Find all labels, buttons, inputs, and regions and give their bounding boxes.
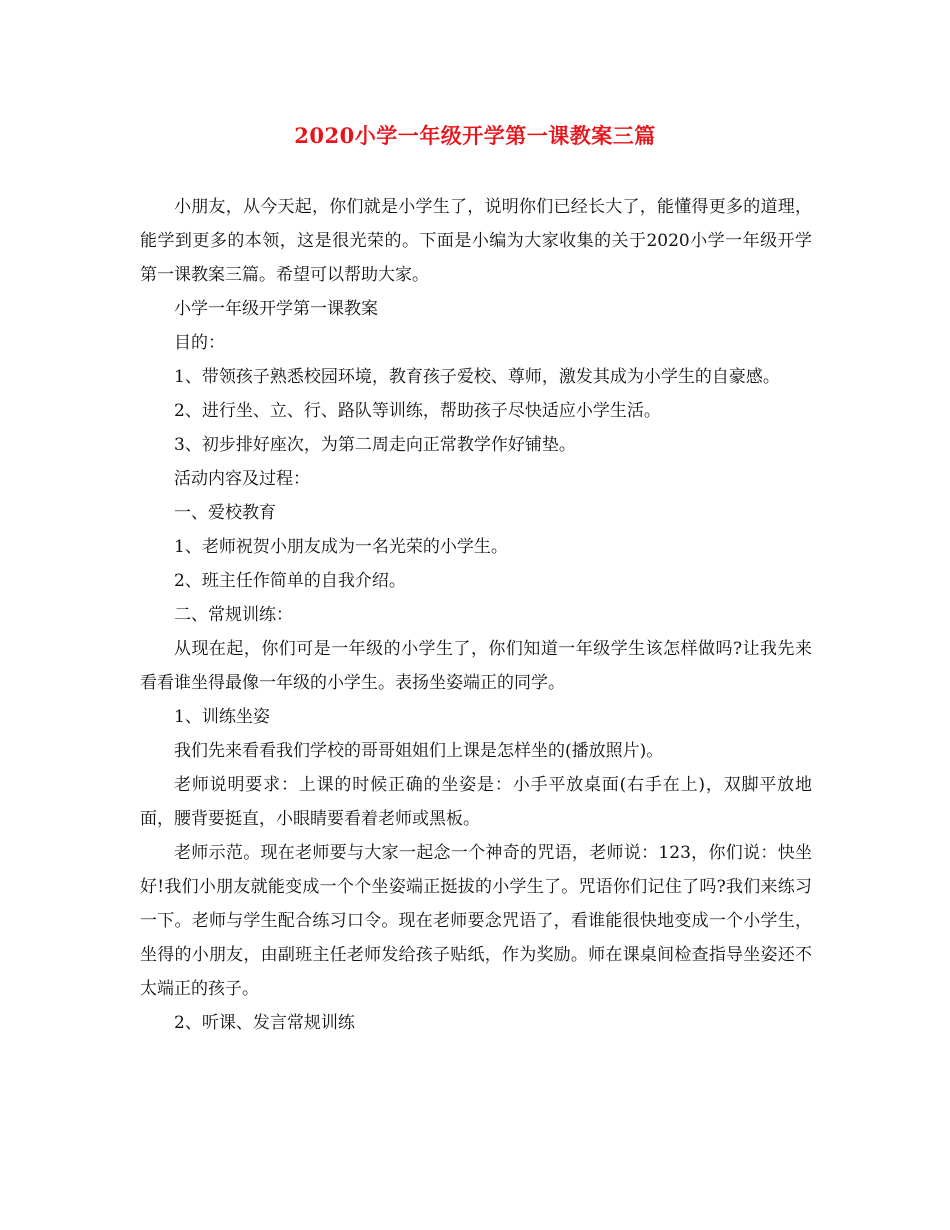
paragraph-purpose-heading: 目的： [174,333,225,353]
document-body [140,190,812,1040]
paragraph-section-1: 一、爱校教育 [174,503,276,523]
paragraph-lesson-heading: 小学一年级开学第一课教案 [174,299,378,319]
paragraph-activity-heading: 活动内容及过程： [174,469,310,489]
paragraph-section-2-intro: 从现在起，你们可是一年级的小学生了，你们知道一年级学生该怎样做吗?让我先来看看谁坐得最像一年级的小学生。表扬坐姿端正的同学。 [140,639,812,693]
document-title: 2020小学一年级开学第一课教案三篇 [294,123,656,148]
paragraph-section-1-item-2: 2、班主任作简单的自我介绍。 [174,571,406,591]
paragraph-sitting-photo: 我们先来看看我们学校的哥哥姐姐们上课是怎样坐的(播放照片)。 [174,741,664,761]
paragraph-purpose-1: 1、带领孩子熟悉校园环境，教育孩子爱校、尊师，激发其成为小学生的自豪感。 [174,367,780,387]
paragraph-section-1-item-1: 1、老师祝贺小朋友成为一名光荣的小学生。 [174,537,508,557]
paragraph-listening-heading: 2、听课、发言常规训练 [174,1013,355,1033]
paragraph-sitting-demo: 老师示范。现在老师要与大家一起念一个神奇的咒语，老师说：123，你们说：快坐好!我们小朋友就能变成一个个坐姿端正挺拔的小学生了。咒语你们记住了吗?我们来练习一下。老师与学生配合练习口令。现在老师要念咒语了，看谁能很快地变成一个小学生，坐得的小朋友，由副班主任老师发给孩子贴纸，作为奖励。师在课桌间检查指导坐姿还不太端正的孩子。 [140,843,812,999]
paragraph-intro: 小朋友，从今天起，你们就是小学生了，说明你们已经长大了，能懂得更多的道理，能学到更多的本领，这是很光荣的。下面是小编为大家收集的关于2020小学一年级开学第一课教案三篇。希望可以帮助大家。 [140,197,812,285]
paragraph-sitting-heading: 1、训练坐姿 [174,707,270,727]
paragraph-section-2: 二、常规训练： [174,605,293,625]
paragraph-purpose-2: 2、进行坐、立、行、路队等训练，帮助孩子尽快适应小学生活。 [174,401,661,421]
paragraph-purpose-3: 3、初步排好座次，为第二周走向正常教学作好铺垫。 [174,435,576,455]
paragraph-sitting-requirements: 老师说明要求：上课的时候正确的坐姿是：小手平放桌面(右手在上)，双脚平放地面，腰背要挺直，小眼睛要看着老师或黑板。 [140,775,812,829]
